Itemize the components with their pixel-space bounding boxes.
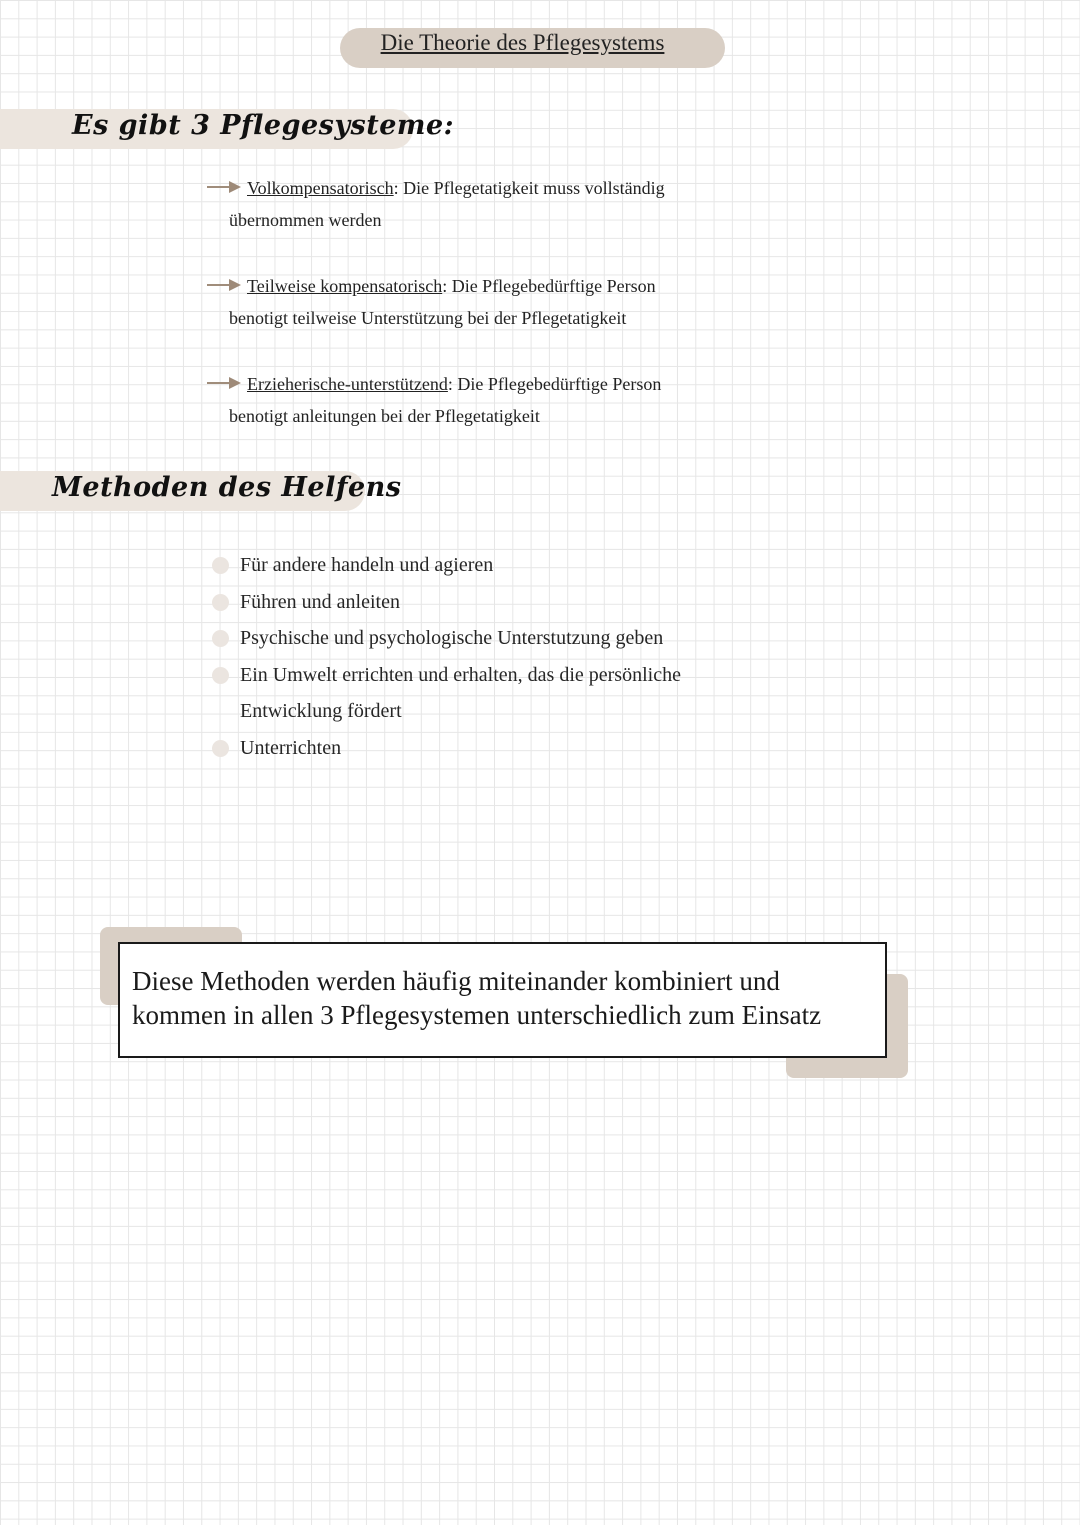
system-term: Teilweise kompensatorisch: [247, 276, 443, 296]
list-item: Für andere handeln und agieren: [212, 547, 772, 584]
list-item: Führen und anleiten: [212, 584, 772, 621]
system-term: Volkompensatorisch: [247, 178, 394, 198]
arrow-right-icon: [207, 284, 239, 287]
bullet-icon: [212, 630, 229, 647]
system-item-volkompensatorisch: [207, 172, 727, 236]
heading-methods: Methoden des Helfens: [52, 472, 402, 503]
system-description-continued: übernommen werden: [229, 210, 382, 230]
bullet-icon: [212, 740, 229, 757]
methods-list: [212, 547, 772, 766]
summary-note-text: Diese Methoden werden häufig miteinander kombiniert und kommen in allen 3 Pflegesystemen unterschiedlich zum Einsatz: [132, 966, 822, 1030]
system-item-erzieherisch: [207, 368, 727, 432]
heading-systems: Es gibt 3 Pflegesysteme:: [72, 110, 455, 141]
bullet-icon: [212, 667, 229, 684]
system-term: Erzieherische-unterstützend: [247, 374, 448, 394]
summary-note: [118, 942, 887, 1058]
arrow-right-icon: [207, 382, 239, 385]
list-item: Psychische und psychologische Unterstutzung geben: [212, 620, 772, 657]
system-item-teilweise: [207, 270, 727, 334]
bullet-icon: [212, 557, 229, 574]
list-item: Ein Umwelt errichten und erhalten, das die persönliche Entwicklung fördert: [212, 657, 740, 730]
page-title: Die Theorie des Pflegesystems: [380, 30, 665, 55]
bullet-icon: [212, 594, 229, 611]
system-description-continued: benotigt anleitungen bei der Pflegetatigkeit: [229, 406, 540, 426]
arrow-right-icon: [207, 186, 239, 189]
system-description: : Die Pflegetatigkeit muss vollständig: [393, 178, 665, 198]
system-description-continued: benotigt teilweise Unterstützung bei der Pflegetatigkeit: [229, 308, 627, 328]
system-description: : Die Pflegebedürftige Person: [442, 276, 656, 296]
system-description: : Die Pflegebedürftige Person: [447, 374, 662, 394]
list-item: Unterrichten: [212, 730, 772, 767]
